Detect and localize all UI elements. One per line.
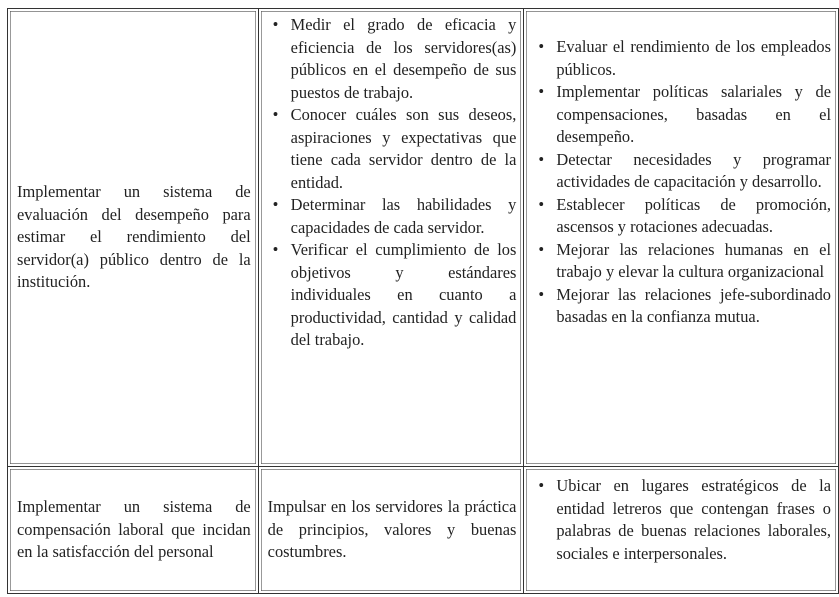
actions-cell bbox=[524, 9, 839, 467]
actions-list bbox=[533, 475, 831, 565]
actions-list bbox=[533, 36, 831, 329]
actions-cell bbox=[524, 467, 839, 594]
objective-text: Implementar un sistema de evaluación del desempeño para estimar el rendimiento del servidor(a) público dentro de la institución. bbox=[17, 182, 251, 292]
plan-table bbox=[7, 8, 839, 594]
objective-cell bbox=[8, 467, 259, 594]
list-item: • Verificar el cumplimiento de los objetivos y estándares individuales en cuanto a productividad, cantidad y calidad del trabajo. bbox=[268, 239, 517, 352]
goals-cell bbox=[258, 9, 524, 467]
table-row bbox=[8, 467, 839, 594]
objective-text: Implementar un sistema de compensación laboral que incidan en la satisfacción del personal bbox=[17, 497, 251, 562]
list-item: • Mejorar las relaciones jefe-subordinado basadas en la confianza mutua. bbox=[533, 284, 831, 329]
table-row bbox=[8, 9, 839, 467]
list-item: • Implementar políticas salariales y de compensaciones, basadas en el desempeño. bbox=[533, 81, 831, 149]
list-item: • Determinar las habilidades y capacidades de cada servidor. bbox=[268, 194, 517, 239]
goal-text: Impulsar en los servidores la práctica de principios, valores y buenas costumbres. bbox=[267, 497, 517, 562]
list-item: • Establecer políticas de promoción, ascensos y rotaciones adecuadas. bbox=[533, 194, 831, 239]
goals-cell bbox=[258, 467, 524, 594]
objective-cell bbox=[8, 9, 259, 467]
list-item: • Medir el grado de eficacia y eficiencia de los servidores(as) públicos en el desempeño de sus puestos de trabajo. bbox=[268, 14, 517, 104]
list-item: • Detectar necesidades y programar actividades de capacitación y desarrollo. bbox=[533, 149, 831, 194]
list-item: • Conocer cuáles son sus deseos, aspiraciones y expectativas que tiene cada servidor dentro de la entidad. bbox=[268, 104, 517, 194]
list-item: • Ubicar en lugares estratégicos de la entidad letreros que contengan frases o palabras de buenas relaciones laborales, sociales e interpersonales. bbox=[533, 475, 831, 565]
goals-list bbox=[268, 14, 517, 352]
list-item: • Evaluar el rendimiento de los empleados públicos. bbox=[533, 36, 831, 81]
list-item: • Mejorar las relaciones humanas en el trabajo y elevar la cultura organizacional bbox=[533, 239, 831, 284]
